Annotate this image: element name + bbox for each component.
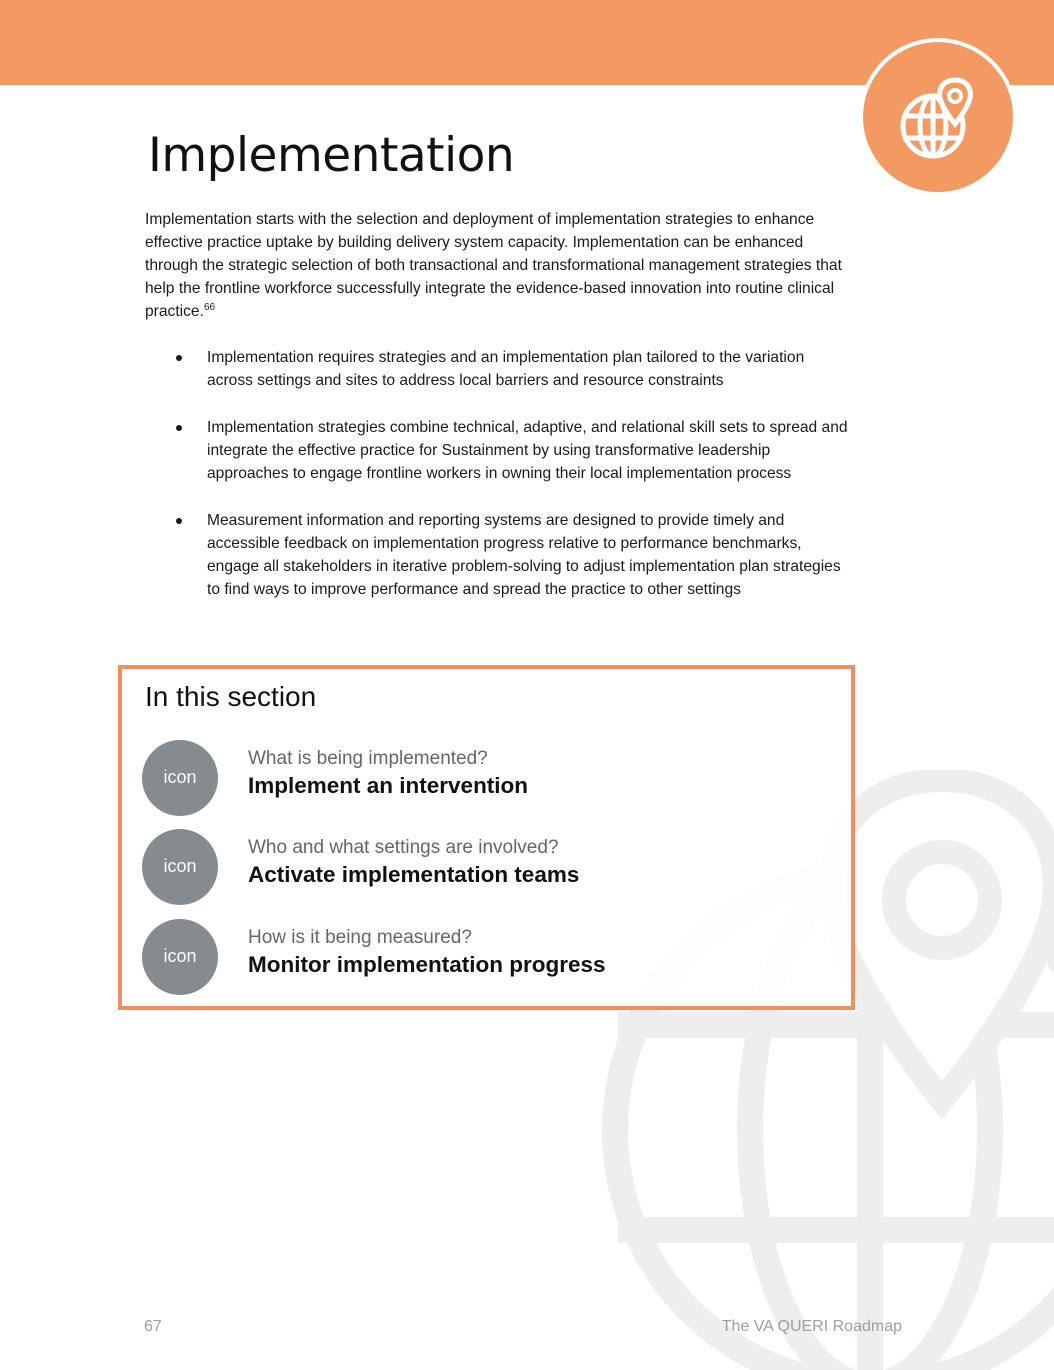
bullet-dot — [176, 425, 182, 431]
bullet-list — [145, 346, 915, 625]
bullet-item — [145, 416, 915, 485]
page-title: Implementation — [148, 128, 515, 183]
section-item-monitor-progress[interactable] — [142, 919, 842, 999]
bullet-line: integrate the effective practice for Sustainment by using transformative leadership — [207, 442, 771, 459]
section-item-implement-intervention[interactable] — [142, 740, 842, 820]
section-item-activate-teams[interactable] — [142, 829, 842, 909]
document-name: The VA QUERI Roadmap — [721, 1318, 902, 1335]
intro-line: Implementation starts with the selection and deployment of implementation strategies to enhance — [145, 211, 815, 228]
section-item-question: What is being implemented? — [248, 748, 488, 769]
bullet-line: Implementation strategies combine technical, adaptive, and relational skill sets to spread and — [207, 419, 848, 436]
bullet-line: accessible feedback on implementation progress relative to performance benchmarks, — [207, 535, 802, 552]
section-item-label[interactable]: Implement an intervention — [248, 773, 529, 798]
section-badge — [859, 38, 1017, 196]
section-heading: In this section — [145, 681, 317, 712]
bullet-line: to find ways to improve performance and spread the practice to other settings — [207, 581, 741, 598]
page-number: 67 — [144, 1318, 162, 1335]
bullet-line: approaches to engage frontline workers in owning their local implementation process — [207, 465, 792, 482]
intro-line: effective practice uptake by building delivery system capacity. Implementation can be enhanced — [145, 234, 804, 251]
section-item-label[interactable]: Monitor implementation progress — [248, 952, 606, 977]
section-item-question: How is it being measured? — [248, 927, 472, 948]
intro-line: through the strategic selection of both transactional and transformational management strategies that — [145, 257, 842, 274]
intro-line: practice. — [145, 303, 204, 320]
globe-location-pin-icon — [897, 76, 985, 164]
in-this-section-box — [118, 665, 855, 1010]
footnote-ref[interactable]: 66 — [203, 302, 216, 313]
intro-paragraph — [145, 208, 915, 323]
placeholder-icon: icon — [142, 919, 218, 995]
bullet-item — [145, 509, 915, 601]
placeholder-icon: icon — [142, 829, 218, 905]
section-item-label[interactable]: Activate implementation teams — [248, 862, 580, 887]
intro-line: help the frontline workforce successfully integrate the evidence-based innovation into routine clinical — [145, 280, 835, 297]
bullet-item — [145, 346, 915, 392]
placeholder-icon: icon — [142, 740, 218, 816]
bullet-line: across settings and sites to address local barriers and resource constraints — [207, 372, 724, 389]
section-item-question: Who and what settings are involved? — [248, 837, 559, 858]
bullet-dot — [176, 518, 182, 524]
bullet-line: engage all stakeholders in iterative problem-solving to adjust implementation plan strategies — [207, 558, 841, 575]
bullet-dot — [176, 355, 182, 361]
bullet-line: Measurement information and reporting systems are designed to provide timely and — [207, 512, 785, 529]
bullet-line: Implementation requires strategies and an implementation plan tailored to the variation — [207, 349, 805, 366]
